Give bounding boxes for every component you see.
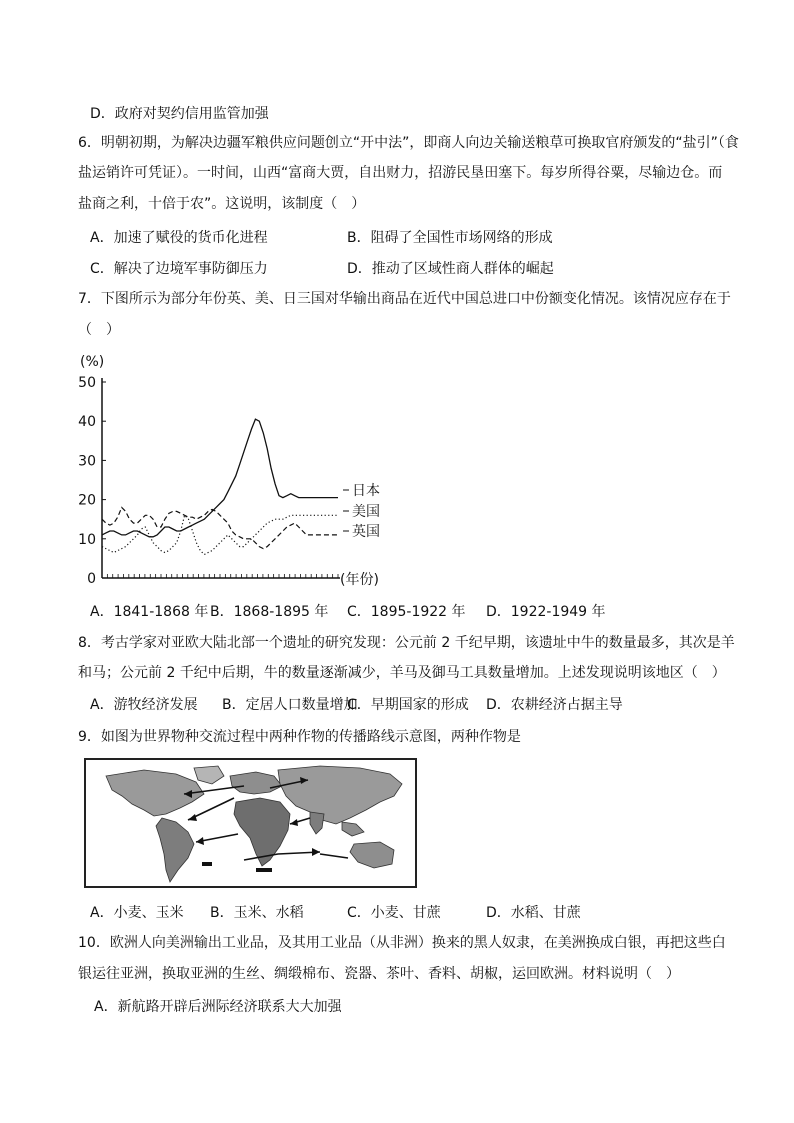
y-tick-label: 30	[78, 453, 96, 470]
q8-option-b: B．定居人口数量增加	[222, 697, 358, 713]
y-tick-label: 0	[87, 571, 96, 587]
series-label: 英国	[352, 524, 380, 540]
q7-option-b: B．1868-1895 年	[210, 604, 329, 620]
y-tick-label: 40	[78, 414, 96, 431]
q9-option-a: A．小麦、玉米	[90, 905, 184, 921]
q6-option-c: C．解决了边境军事防御压力	[90, 261, 268, 277]
q7-option-c: C．1895-1922 年	[347, 604, 466, 620]
series-label: 日本	[352, 483, 380, 499]
q9-option-c: C．小麦、甘蔗	[347, 905, 441, 921]
q8-option-d: D．农耕经济占据主导	[486, 697, 623, 713]
series-label: 美国	[352, 504, 380, 520]
y-tick-label: 50	[78, 375, 96, 391]
q7-option-a: A．1841-1868 年	[90, 604, 209, 620]
q10-stem-line-1: 10．欧洲人向美洲输出工业品，及其用工业品（从非洲）换来的黑人奴隶，在美洲换成白银，再把这些白	[78, 935, 726, 951]
q6-option-b: B．阻碍了全国性市场网络的形成	[347, 230, 553, 246]
q6-option-d: D．推动了区域性商人群体的崛起	[347, 261, 554, 277]
q7-stem-line-1: 7．下图所示为部分年份英、美、日三国对华输出商品在近代中国总进口中份额变化情况。该情况应存在于	[78, 291, 731, 307]
q8-stem-line-1: 8．考古学家对亚欧大陆北部一个遗址的研究发现：公元前 2 千纪早期，该遗址中牛的数量最多，其次是羊	[78, 635, 735, 651]
x-axis-label: (年份)	[340, 572, 379, 588]
q7-option-d: D．1922-1949 年	[486, 604, 606, 620]
q6-stem-line-3: 盐商之利，十倍于农”。这说明，该制度（ ）	[78, 196, 366, 212]
q6-stem-line-2: 盐运销许可凭证）。一时间，山西“富商大贾，自出财力，招游民垦田塞下。每岁所得谷粟，尽输边仓。而	[78, 165, 723, 181]
q8-option-c: C．早期国家的形成	[347, 697, 469, 713]
q6-stem-line-1: 6．明朝初期，为解决边疆军粮供应问题创立“开中法”，即商人向边关输送粮草可换取官府颁发的“盐引”（食	[78, 135, 739, 151]
q10-stem-line-2: 银运往亚洲，换取亚洲的生丝、绸缎棉布、瓷器、茶叶、香料、胡椒，运回欧洲。材料说明（ ）	[78, 966, 680, 982]
q6-option-a: A．加速了赋役的货币化进程	[90, 230, 268, 246]
y-axis-label: (%)	[80, 354, 105, 370]
q9-stem-line-1: 9．如图为世界物种交流过程中两种作物的传播路线示意图，两种作物是	[78, 729, 521, 745]
q8-stem-line-2: 和马；公元前 2 千纪中后期，牛的数量逐渐减少，羊马及御马工具数量增加。上述发现说明该地区（ ）	[78, 665, 726, 681]
q9-option-d: D．水稻、甘蔗	[486, 905, 581, 921]
series-line-2	[102, 507, 338, 548]
share-line-chart	[70, 350, 410, 595]
q10-option-a: A．新航路开辟后洲际经济联系大大加强	[94, 999, 342, 1015]
world-map-crop-routes	[84, 758, 417, 888]
series-line-1	[102, 515, 338, 554]
q8-option-a: A．游牧经济发展	[90, 697, 198, 713]
q7-stem-line-2: （ ）	[78, 322, 120, 338]
q9-option-b: B．玉米、水稻	[210, 905, 304, 921]
y-tick-label: 20	[78, 492, 96, 509]
series-line-0	[102, 419, 338, 537]
y-tick-label: 10	[78, 531, 96, 548]
q5-option-d: D．政府对契约信用监管加强	[90, 106, 269, 122]
